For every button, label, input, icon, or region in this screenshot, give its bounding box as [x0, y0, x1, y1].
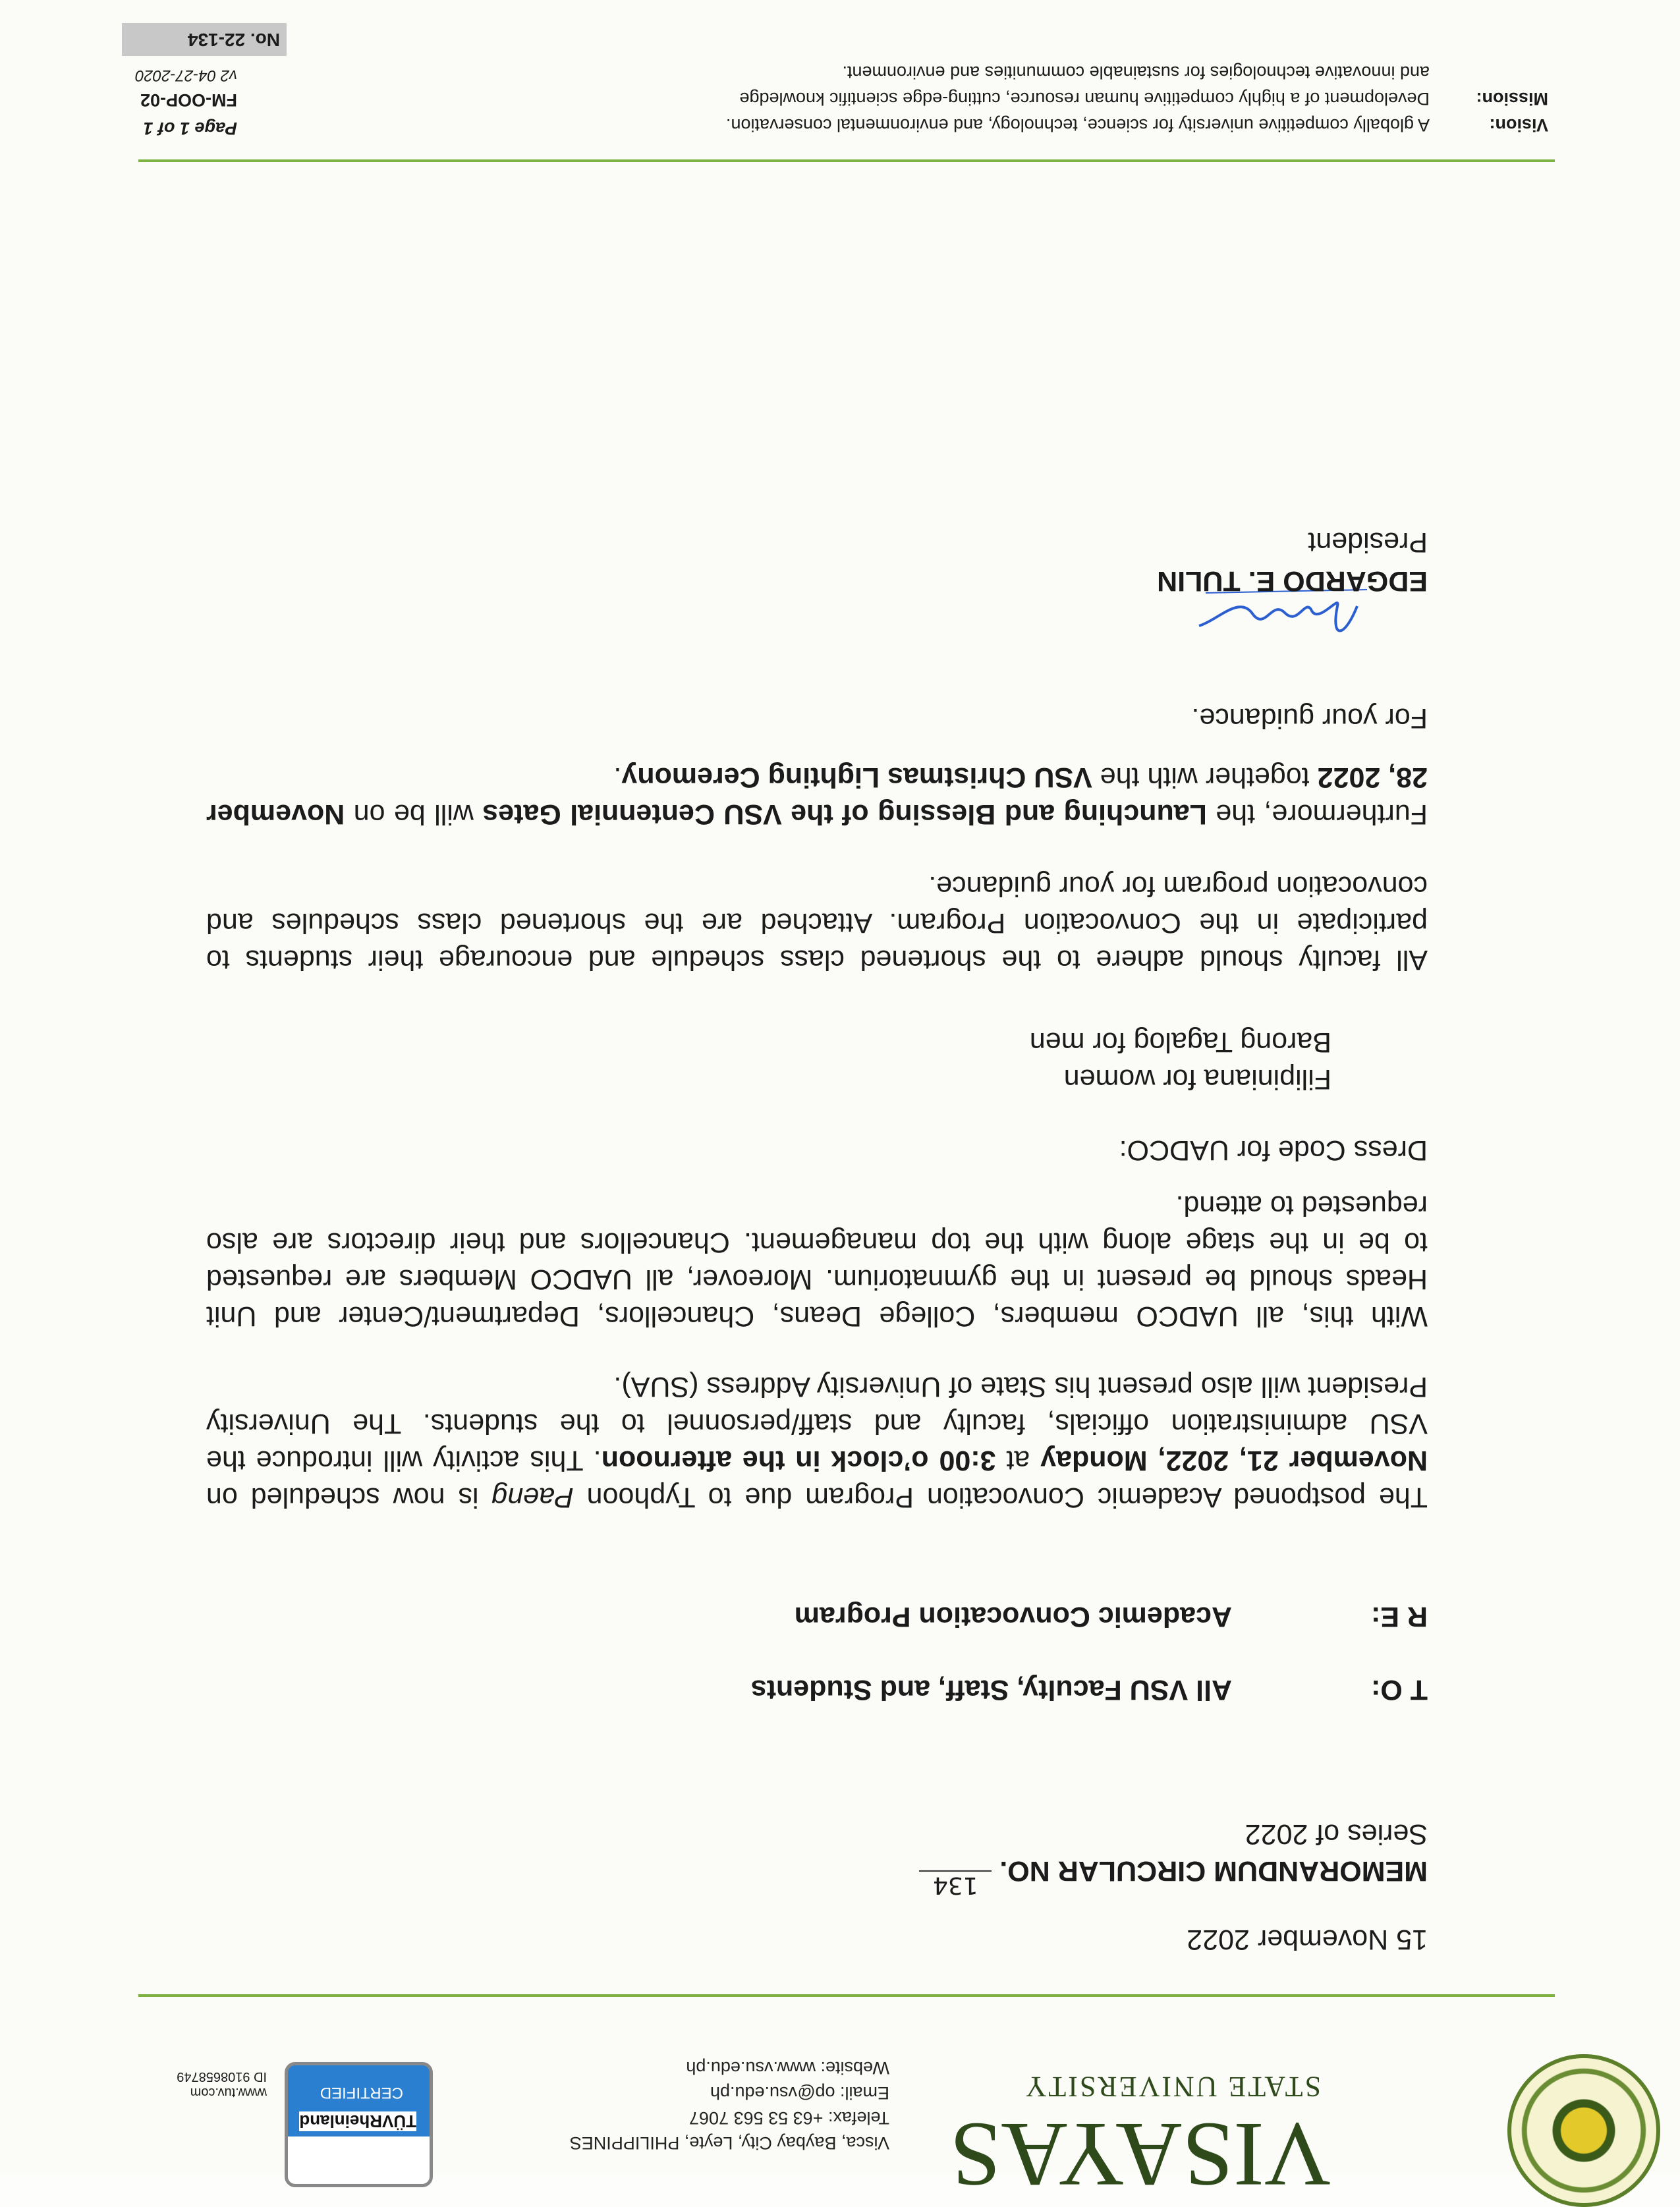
bold-text: November 21, 2022, Monday — [1040, 1445, 1428, 1476]
university-name: VISAYAS — [949, 2104, 1331, 2206]
text-segment: The postponed Academic Convocation Program due to Typhoon — [573, 1482, 1428, 1513]
header-divider — [138, 1994, 1555, 1997]
text-segment: Heads should be present in the gymnatorium. Moreover, all UADCO Members are requested — [206, 1264, 1428, 1295]
text-segment: participate in the Convocation Program. Attached are the shortened class schedules and — [206, 907, 1428, 939]
text-segment: President will also present his State of University Address (SUA). — [613, 1371, 1428, 1403]
cert-brand: TÜVRheinland — [299, 2111, 416, 2131]
dress-code-label: Dress Code for UADCO: — [1119, 1134, 1428, 1166]
cert-info — [177, 2069, 267, 2100]
paragraph-3-line — [206, 943, 1428, 976]
dress-code-women: Filipiniana for women — [1063, 1063, 1331, 1095]
stamp-text: No. 22-134 — [187, 30, 280, 50]
bold-text: 3:00 o’clock in the afternoon — [601, 1445, 996, 1476]
text-segment: All faculty should adhere to the shortened class schedule and encourage their students to — [206, 944, 1428, 976]
paragraph-2-line — [206, 1189, 1428, 1222]
bold-text: VSU Christmas Lighting Ceremony — [621, 762, 1092, 793]
memo-title-text: MEMORANDUM CIRCULAR NO. — [999, 1855, 1428, 1887]
vision-label: Vision: — [1489, 115, 1548, 135]
text-segment: to be in the stage along with the top management. Chancellors and their directors are also — [206, 1227, 1428, 1258]
text-segment: will be on — [345, 798, 483, 830]
text-segment: Furthermore, the — [1206, 798, 1428, 830]
text-segment: convocation program for your guidance. — [928, 870, 1428, 902]
text-segment: Paeng — [491, 1482, 574, 1513]
signatory-name: EDGARDO E. TULIN — [1157, 565, 1428, 597]
dress-code-men: Barong Tagalog for men — [1029, 1026, 1331, 1058]
tuv-certified-badge — [285, 2062, 433, 2187]
website: Website: www.vsu.edu.ph — [686, 2058, 889, 2078]
form-version: v2 04-27-2020 — [135, 67, 237, 84]
paragraph-4-line — [206, 798, 1428, 831]
mission-line-1: Development of a highly competitive human resource, cutting-edge scientific knowledge — [739, 89, 1430, 109]
telefax: Telefax: +63 53 563 7067 — [688, 2108, 889, 2128]
page-number: Page 1 of 1 — [143, 119, 237, 138]
signatory-title: President — [1308, 526, 1428, 558]
bold-text: 28, 2022 — [1317, 762, 1428, 793]
address-line: Visca, Baybay City, Leyte, PHILIPPINES — [569, 2133, 889, 2153]
memo-date: 15 November 2022 — [1187, 1924, 1428, 1955]
address-block — [570, 2055, 889, 2156]
bold-text: November — [206, 798, 345, 830]
text-segment: . This activity will introduce the — [206, 1445, 602, 1476]
paragraph-4-line — [206, 761, 1428, 794]
paragraph-2-line — [206, 1300, 1428, 1333]
footer-divider — [138, 159, 1555, 162]
text-segment: VSU administration officials, faculty and staff/personnel to the students. The University — [206, 1408, 1428, 1439]
to-value: All VSU Faculty, Staff, and Students — [750, 1674, 1232, 1706]
text-segment: together with the — [1092, 762, 1318, 793]
mission-line-2: and innovative technologies for sustainable communities and environment. — [842, 63, 1430, 82]
email: Email: op@vsu.edu.ph — [710, 2083, 889, 2103]
paragraph-1-line — [206, 1370, 1428, 1403]
paragraph-2-line — [206, 1263, 1428, 1296]
re-value: Academic Convocation Program — [794, 1601, 1232, 1633]
closing: For your guidance. — [1191, 702, 1428, 734]
to-label: T O: — [1371, 1674, 1428, 1706]
document-number-stamp — [122, 23, 287, 56]
cert-site: www.tuv.com — [190, 2085, 267, 2100]
form-code: FM-OOP-02 — [140, 90, 237, 110]
university-subtitle: STATE UNIVERSITY — [1023, 2071, 1321, 2103]
memo-series: Series of 2022 — [1245, 1818, 1428, 1850]
university-seal-logo — [1507, 2054, 1660, 2207]
text-segment: requested to attend. — [1175, 1190, 1428, 1221]
paragraph-3-line — [206, 907, 1428, 939]
text-segment: is now scheduled on — [206, 1482, 492, 1513]
mission-label: Mission: — [1476, 89, 1548, 109]
memo-title — [919, 1853, 1428, 1899]
paragraph-1-line — [206, 1407, 1428, 1440]
text-segment: at — [995, 1445, 1041, 1476]
text-segment: With this, all UADCO members, College Deans, Chancellors, Department/Center and Unit — [206, 1300, 1428, 1332]
cert-id: ID 9108658749 — [177, 2069, 267, 2084]
memo-number-handwritten: 134 — [919, 1870, 992, 1898]
bold-text: Launching and Blessing of the VSU Centennial Gates — [482, 798, 1207, 830]
vision-text: A globally competitive university for science, technology, and environmental conservation. — [725, 115, 1430, 135]
re-label: R E: — [1371, 1601, 1428, 1633]
text-segment: . — [613, 762, 622, 793]
paragraph-3-line — [206, 870, 1428, 903]
cert-label: CERTIFIED — [320, 2084, 403, 2102]
paragraph-2-line — [206, 1226, 1428, 1259]
paragraph-1-line — [206, 1481, 1428, 1514]
paragraph-1-line — [206, 1444, 1428, 1477]
